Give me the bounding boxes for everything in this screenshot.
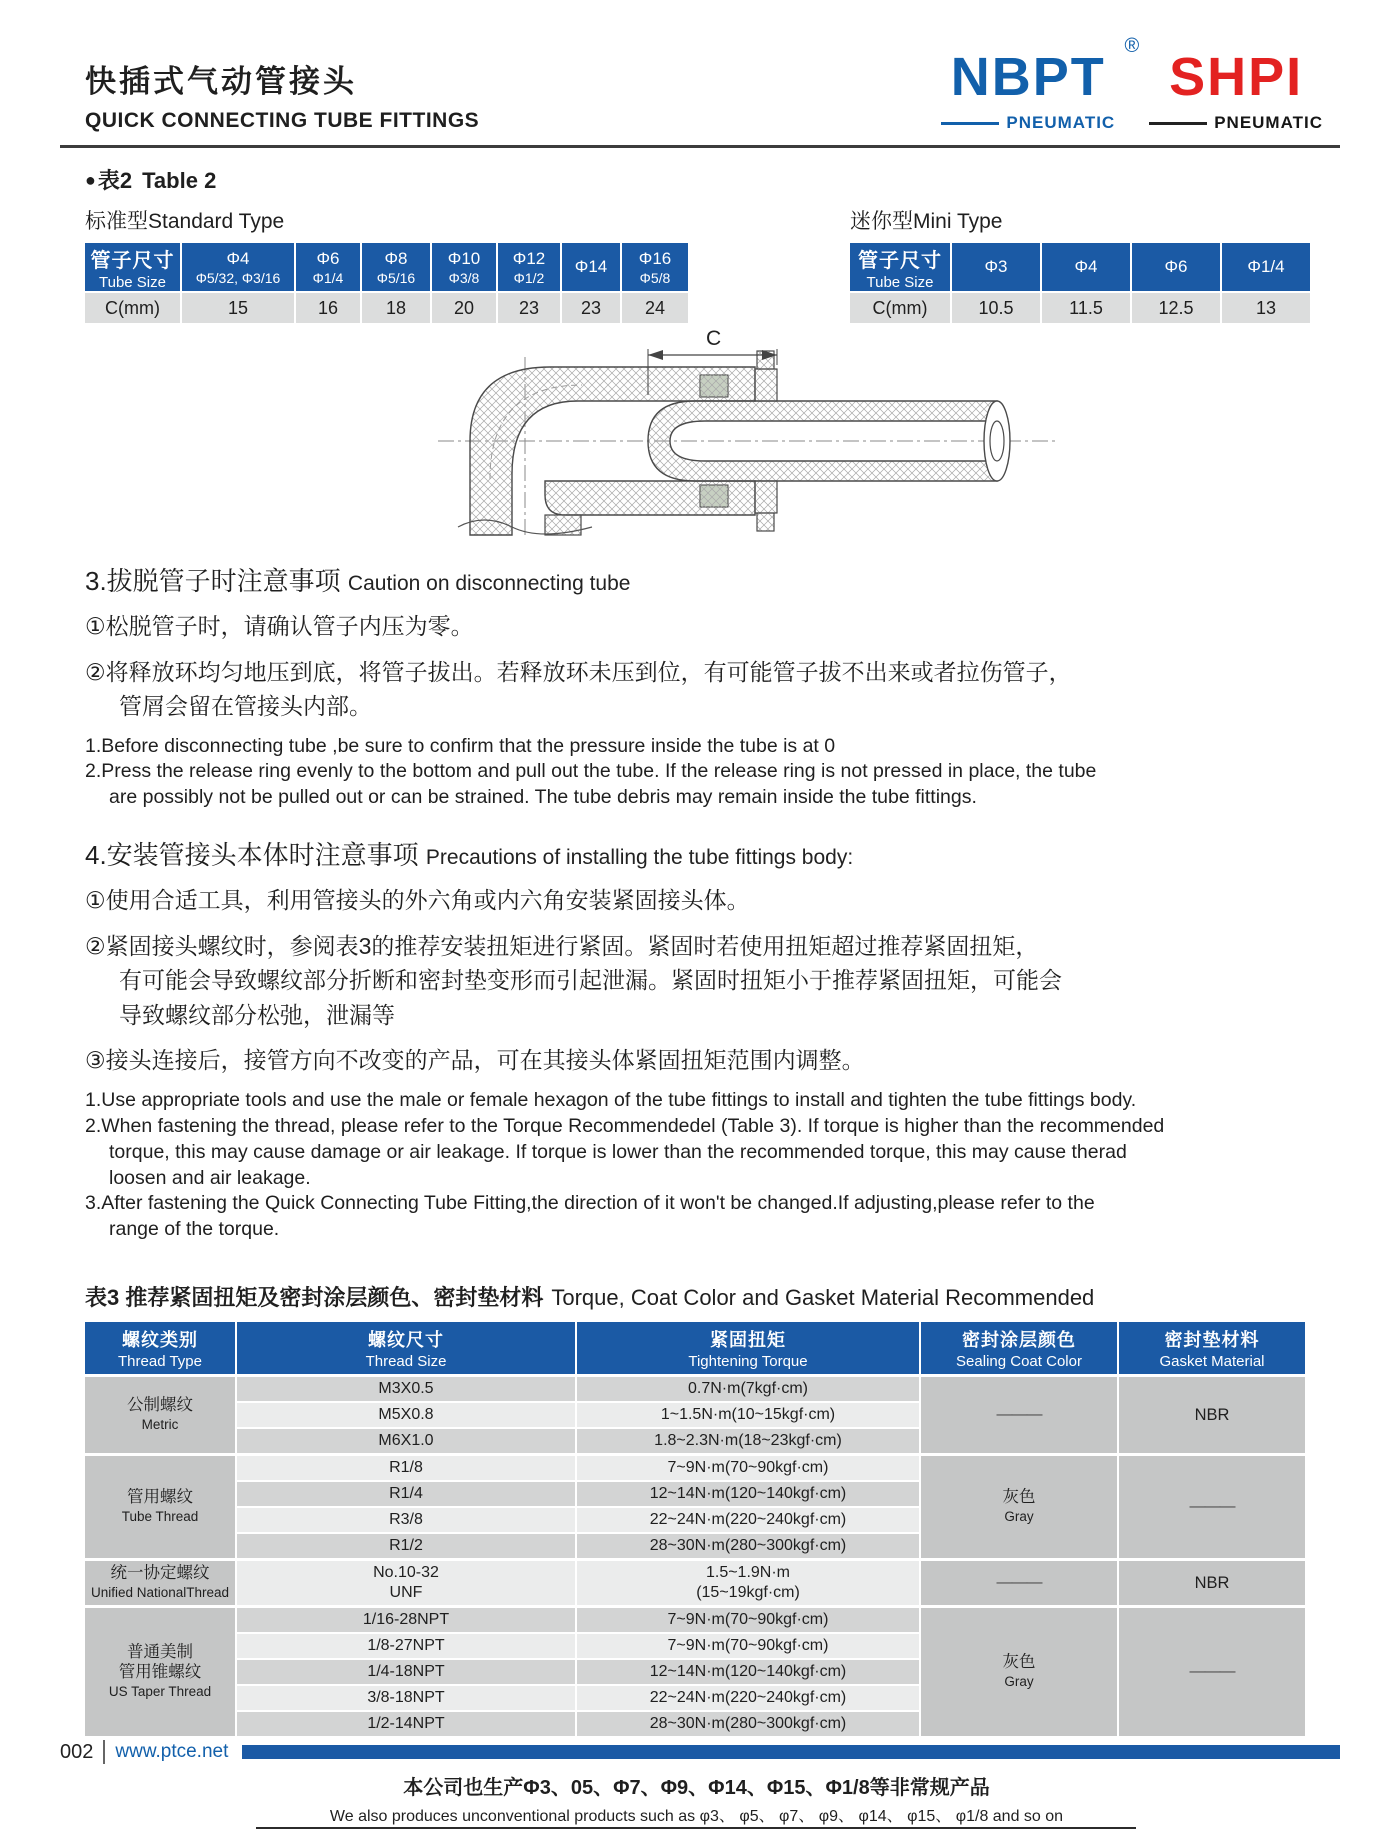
- registered-mark-icon: ®: [1124, 35, 1142, 57]
- t3-gasket-cell: [1119, 1561, 1305, 1605]
- coat-line: 灰色: [1002, 1653, 1036, 1672]
- t2-header-en: Tube Size: [866, 273, 934, 291]
- page-number: 002: [60, 1740, 94, 1763]
- t3-torque-cell: [577, 1508, 919, 1532]
- t2-row-label: C(mm): [85, 293, 180, 323]
- t2-value-cell: 10.5: [952, 293, 1040, 323]
- size-line: UNF: [389, 1584, 423, 1602]
- torque-line: 1~1.5N·m(10~15kgf·cm): [660, 1406, 836, 1424]
- t3-column-header: [85, 1322, 235, 1374]
- thread-type-line: Unified NationalThread: [90, 1585, 230, 1601]
- t3-torque-cell: [577, 1534, 919, 1558]
- list-item: [85, 929, 1333, 1033]
- table2-title-en: Table 2: [142, 168, 217, 193]
- thread-type-line: US Taper Thread: [108, 1684, 212, 1700]
- item-line: 导致螺纹部分松弛，泄漏等: [119, 1001, 395, 1028]
- t3-thread-type-cell: [85, 1377, 235, 1453]
- footer-notes: [0, 1771, 1393, 1826]
- size-line: M5X0.8: [378, 1406, 434, 1424]
- t3-thread-group: [85, 1377, 1305, 1453]
- section3-items-en: [85, 734, 1333, 812]
- list-item: [85, 734, 1333, 760]
- list-item: [85, 609, 1333, 644]
- brand-name: SHPI: [1169, 47, 1304, 107]
- t3-gasket-cell: [1119, 1377, 1305, 1453]
- t2-size-bottom: Φ3/8: [448, 269, 480, 286]
- item-line: are possibly not be pulled out or can be strained. The tube debris may remain inside the tube fittings.: [109, 786, 977, 809]
- size-line: R3/8: [389, 1511, 423, 1529]
- nbpt-tagline: [941, 113, 1115, 133]
- t2-size-top: Φ6: [1164, 257, 1188, 276]
- t3-thread-size-cell: [237, 1608, 575, 1632]
- mini-type-caption: 迷你型Mini Type: [850, 210, 1003, 233]
- torque-line: 12~14N·m(120~140kgf·cm): [649, 1485, 847, 1503]
- t3-gasket-cell: [1119, 1456, 1305, 1558]
- t2-size-header-cell: [1222, 243, 1310, 291]
- thread-type-line: 管用螺纹: [127, 1488, 193, 1507]
- t2-value-cell: 18: [362, 293, 430, 323]
- t2-size-top: Φ4: [226, 248, 250, 268]
- tagline-text: PNEUMATIC: [1214, 113, 1323, 132]
- t3-torque-cell: [577, 1712, 919, 1736]
- t2-value-cell: 15: [182, 293, 294, 323]
- fitting-cross-section-diagram: [400, 329, 1080, 537]
- footer-accent-bar: [242, 1745, 1340, 1759]
- t3-torque-cell: [577, 1482, 919, 1506]
- page-header: [0, 0, 1393, 145]
- gasket-line: ———: [1189, 1663, 1235, 1681]
- website-url: www.ptce.net: [115, 1741, 229, 1762]
- coat-line: ———: [996, 1406, 1042, 1424]
- t3-thread-size-cell: [237, 1660, 575, 1684]
- t2-size-header-cell: [296, 243, 360, 291]
- t3-thread-type-cell: [85, 1608, 235, 1736]
- t2-value-cell: 24: [622, 293, 688, 323]
- t3-torque-cell: [577, 1377, 919, 1401]
- item-line: 2.When fastening the thread, please refer to the Torque Recommendedel (Table 3). If torque is higher than the recommended: [85, 1114, 1165, 1137]
- gasket-line: NBR: [1194, 1574, 1230, 1593]
- t3-thread-group: [85, 1561, 1305, 1605]
- t3-thread-size-cell: [237, 1403, 575, 1427]
- t3-thread-size-cell: [237, 1561, 575, 1605]
- body-arm-wall: [545, 515, 581, 535]
- t2-size-header-cell: [182, 243, 294, 291]
- size-line: 1/16-28NPT: [362, 1611, 450, 1629]
- t3-column-header-zh: 密封涂层颜色: [962, 1330, 1076, 1351]
- t2-value-cell: 20: [432, 293, 496, 323]
- bullet-icon: ●: [85, 170, 96, 190]
- table2-captions: [85, 205, 1333, 235]
- header-divider: [60, 145, 1340, 148]
- item-line: 3.After fastening the Quick Connecting Tube Fitting,the direction of it won't be changed.If adjusting,please refer to the: [85, 1192, 1095, 1215]
- page-title-en: QUICK CONNECTING TUBE FITTINGS: [85, 109, 480, 132]
- item-line: 有可能会导致螺纹部分折断和密封垫变形而引起泄漏。紧固时扭矩小于推荐紧固扭矩，可能会: [119, 967, 1062, 994]
- list-item: [85, 1114, 1333, 1192]
- t3-thread-size-cell: [237, 1686, 575, 1710]
- table3-title: [85, 1281, 1333, 1312]
- section3-heading-en: Caution on disconnecting tube: [347, 572, 631, 595]
- torque-line: 1.5~1.9N·m: [705, 1564, 791, 1582]
- t3-thread-type-cell: [85, 1456, 235, 1558]
- tube-bore: [990, 421, 1004, 461]
- section4-heading-en: Precautions of installing the tube fittings body:: [425, 846, 854, 870]
- list-item: [85, 883, 1333, 918]
- t3-column-header-zh: 紧固扭矩: [710, 1330, 786, 1351]
- torque-line: 7~9N·m(70~90kgf·cm): [667, 1637, 829, 1655]
- t2-size-header-cell: [562, 243, 620, 291]
- page-footer: [60, 1740, 1340, 1764]
- t2-size-header-cell: [1132, 243, 1220, 291]
- dim-arrow-left: [648, 350, 663, 360]
- t3-coat-color-cell: [921, 1377, 1117, 1453]
- torque-line: 1.8~2.3N·m(18~23kgf·cm): [654, 1432, 842, 1450]
- tagline-dash: [941, 122, 999, 125]
- t3-column-header-en: Thread Type: [118, 1353, 202, 1371]
- t3-thread-size-cell: [237, 1377, 575, 1401]
- item-line: ①松脱管子时，请确认管子内压为零。: [85, 613, 474, 639]
- table2-tables: [85, 243, 1333, 323]
- t3-thread-size-cell: [237, 1712, 575, 1736]
- torque-line: 28~30N·m(280~300kgf·cm): [649, 1715, 847, 1733]
- item-line: ③接头连接后，接管方向不改变的产品，可在其接头体紧固扭矩范围内调整。: [85, 1047, 865, 1074]
- t2-value-cell: 23: [498, 293, 560, 323]
- t3-torque-cell: [577, 1608, 919, 1632]
- torque-line: 7~9N·m(70~90kgf·cm): [667, 1459, 829, 1477]
- torque-line: 22~24N·m(220~240kgf·cm): [649, 1689, 847, 1707]
- thread-type-line: Metric: [141, 1417, 179, 1433]
- size-line: M3X0.5: [378, 1380, 434, 1398]
- thread-type-line: 统一协定螺纹: [110, 1564, 210, 1583]
- t2-header-zh: 管子尺寸: [858, 249, 942, 272]
- brand-name: NBPT: [950, 47, 1106, 107]
- t3-thread-size-cell: [237, 1534, 575, 1558]
- t3-torque-cell: [577, 1686, 919, 1710]
- table3-title-en: Torque, Coat Color and Gasket Material Recommended: [551, 1285, 1095, 1311]
- torque-table-body: [85, 1377, 1305, 1736]
- torque-line: 7~9N·m(70~90kgf·cm): [667, 1611, 829, 1629]
- coat-line: Gray: [1004, 1509, 1034, 1525]
- t3-gasket-cell: [1119, 1608, 1305, 1736]
- mini-type-table: [850, 243, 1310, 323]
- item-line: ②将释放环均匀地压到底，将管子拔出。若释放环未压到位，有可能管子拔不出来或者拉伤管子，: [85, 658, 1072, 685]
- item-line: torque, this may cause damage or air leakage. If torque is lower than the recommended torque, this may cause therad: [109, 1140, 1127, 1163]
- list-item: [85, 759, 1333, 811]
- size-line: 1/2-14NPT: [367, 1715, 445, 1733]
- section3-items-zh: [85, 609, 1333, 724]
- size-line: R1/4: [389, 1485, 423, 1503]
- coat-line: Gray: [1004, 1674, 1034, 1690]
- t2-size-top: Φ16: [638, 248, 672, 268]
- list-item: [85, 1043, 1333, 1078]
- t3-column-header-en: Sealing Coat Color: [956, 1353, 1082, 1371]
- t2-size-bottom: Φ5/8: [639, 269, 671, 286]
- page-title-zh: 快插式气动管接头: [85, 64, 357, 99]
- nbpt-logo: [941, 35, 1142, 133]
- t2-size-header-cell: [1042, 243, 1130, 291]
- t3-thread-size-cell: [237, 1429, 575, 1453]
- thread-type-line: Tube Thread: [121, 1509, 199, 1525]
- thread-type-line: 普通美制: [127, 1643, 193, 1662]
- seal-lower-hatch: [700, 485, 728, 507]
- t2-size-bottom: Φ1/4: [312, 269, 344, 286]
- t2-row-label: C(mm): [850, 293, 950, 323]
- torque-line: 28~30N·m(280~300kgf·cm): [649, 1537, 847, 1555]
- coat-line: 灰色: [1002, 1488, 1036, 1507]
- table3-title-zh: 表3 推荐紧固扭矩及密封涂层颜色、密封垫材料: [85, 1285, 544, 1311]
- release-ring-upper: [755, 369, 777, 401]
- seal-upper-hatch: [700, 375, 728, 397]
- item-line: loosen and air leakage.: [109, 1166, 311, 1189]
- footer-divider: [103, 1740, 105, 1764]
- t3-torque-cell: [577, 1456, 919, 1480]
- item-line: 1.Use appropriate tools and use the male or female hexagon of the tube fittings to install and tighten the tube fittings body.: [85, 1088, 1137, 1111]
- t3-torque-cell: [577, 1429, 919, 1453]
- section4-heading-zh: 4.安装管接头本体时注意事项: [85, 840, 419, 871]
- item-line: 1.Before disconnecting tube ,be sure to confirm that the pressure inside the tube is at 0: [85, 734, 836, 757]
- footer-note-en: We also produces unconventional products such as φ3、 φ5、 φ7、 φ9、 φ14、 φ15、 φ1/8 and so on: [329, 1808, 1064, 1825]
- t2-size-header-cell: [622, 243, 688, 291]
- item-line: 管屑会留在管接头内部。: [119, 693, 372, 719]
- t3-column-header-zh: 螺纹类别: [122, 1330, 198, 1351]
- t3-column-header-en: Tightening Torque: [688, 1353, 808, 1371]
- t3-column-header-zh: 螺纹尺寸: [368, 1330, 444, 1351]
- coat-line: ———: [996, 1574, 1042, 1592]
- t3-thread-size-cell: [237, 1634, 575, 1658]
- t3-column-header: [1119, 1322, 1305, 1374]
- item-line: ①使用合适工具，利用管接头的外六角或内六角安装紧固接头体。: [85, 887, 750, 914]
- t3-thread-type-cell: [85, 1561, 235, 1605]
- t3-torque-cell: [577, 1561, 919, 1605]
- size-line: M6X1.0: [378, 1432, 434, 1450]
- t3-torque-cell: [577, 1660, 919, 1684]
- bottom-rule: [256, 1827, 1136, 1829]
- section4-items-zh: [85, 883, 1333, 1078]
- t2-header-cell: [850, 243, 950, 291]
- t3-coat-color-cell: [921, 1608, 1117, 1736]
- item-line: range of the torque.: [109, 1218, 280, 1241]
- t2-size-bottom: Φ5/32, Φ3/16: [195, 269, 281, 286]
- size-line: 1/4-18NPT: [367, 1663, 445, 1681]
- list-item: [85, 655, 1333, 724]
- release-ring-tab-bottom: [757, 513, 774, 531]
- header-titles: [85, 56, 479, 133]
- t2-header-en: Tube Size: [99, 273, 166, 291]
- brand-logos: [941, 35, 1323, 133]
- size-line: R1/2: [389, 1537, 423, 1555]
- t3-thread-size-cell: [237, 1482, 575, 1506]
- item-line: ②紧固接头螺纹时，参阅表3的推荐安装扭矩进行紧固。紧固时若使用扭矩超过推荐紧固扭矩，: [85, 932, 1039, 959]
- torque-line: 22~24N·m(220~240kgf·cm): [649, 1511, 847, 1529]
- table2-title: [85, 164, 1333, 195]
- t3-column-header: [237, 1322, 575, 1374]
- section3-heading: [85, 561, 1333, 598]
- t3-column-header: [921, 1322, 1117, 1374]
- t2-size-top: Φ14: [574, 257, 608, 276]
- t2-size-bottom: Φ5/16: [376, 269, 416, 286]
- size-line: R1/8: [389, 1459, 423, 1477]
- shpi-logo-text: [1149, 47, 1323, 107]
- torque-line: (15~19kgf·cm): [696, 1584, 800, 1602]
- torque-line: 0.7N·m(7kgf·cm): [687, 1380, 808, 1398]
- t3-thread-size-cell: [237, 1508, 575, 1532]
- t2-size-top: Φ6: [316, 248, 340, 268]
- t2-size-top: Φ3: [984, 257, 1008, 276]
- t3-thread-group: [85, 1608, 1305, 1736]
- t2-size-bottom: Φ1/2: [513, 269, 545, 286]
- t2-size-header-cell: [952, 243, 1040, 291]
- torque-table-header: [85, 1322, 1305, 1374]
- section4-items-en: [85, 1088, 1333, 1244]
- standard-type-caption: 标准型Standard Type: [85, 210, 285, 233]
- size-line: 1/8-27NPT: [367, 1637, 445, 1655]
- thread-type-line: 管用锥螺纹: [118, 1663, 202, 1682]
- t2-size-header-cell: [498, 243, 560, 291]
- table2-title-zh: 表2: [97, 168, 133, 193]
- t2-size-header-cell: [362, 243, 430, 291]
- t2-value-cell: 12.5: [1132, 293, 1220, 323]
- t2-size-top: Φ8: [384, 248, 408, 268]
- gasket-line: NBR: [1194, 1406, 1230, 1425]
- t3-coat-color-cell: [921, 1561, 1117, 1605]
- t3-column-header-en: Gasket Material: [1159, 1353, 1265, 1371]
- tagline-dash: [1149, 122, 1207, 125]
- t2-size-top: Φ10: [447, 248, 481, 268]
- t2-value-cell: 13: [1222, 293, 1310, 323]
- shpi-tagline: [1149, 113, 1323, 133]
- t3-torque-cell: [577, 1403, 919, 1427]
- t3-coat-color-cell: [921, 1456, 1117, 1558]
- release-ring-lower: [755, 481, 777, 513]
- t2-value-cell: 16: [296, 293, 360, 323]
- tagline-text: PNEUMATIC: [1006, 113, 1116, 132]
- t3-thread-group: [85, 1456, 1305, 1558]
- list-item: [85, 1191, 1333, 1243]
- t2-header-cell: [85, 243, 180, 291]
- dim-label: C: [706, 329, 722, 350]
- torque-table: [85, 1322, 1305, 1736]
- nbpt-logo-text: [941, 35, 1142, 107]
- torque-line: 12~14N·m(120~140kgf·cm): [649, 1663, 847, 1681]
- section4-heading: [85, 835, 1333, 872]
- t2-size-top: Φ12: [512, 248, 546, 268]
- t3-column-header-en: Thread Size: [365, 1353, 447, 1371]
- thread-type-line: 公制螺纹: [127, 1396, 193, 1415]
- standard-type-table: [85, 243, 688, 323]
- t3-thread-size-cell: [237, 1456, 575, 1480]
- t2-size-header-cell: [432, 243, 496, 291]
- t3-column-header: [577, 1322, 919, 1374]
- list-item: [85, 1088, 1333, 1114]
- t2-value-cell: 23: [562, 293, 620, 323]
- shpi-logo: [1149, 47, 1323, 133]
- size-line: 3/8-18NPT: [367, 1689, 445, 1707]
- item-line: 2.Press the release ring evenly to the bottom and pull out the tube. If the release ring is not pressed in place, the tube: [85, 760, 1097, 783]
- gasket-line: ———: [1189, 1498, 1235, 1516]
- size-line: No.10-32: [373, 1564, 439, 1582]
- t2-size-top: Φ1/4: [1247, 257, 1285, 276]
- t3-torque-cell: [577, 1634, 919, 1658]
- t2-value-cell: 11.5: [1042, 293, 1130, 323]
- t2-size-top: Φ4: [1074, 257, 1098, 276]
- section3-heading-zh: 3.拔脱管子时注意事项: [85, 566, 341, 596]
- t3-column-header-zh: 密封垫材料: [1164, 1330, 1260, 1351]
- t2-header-zh: 管子尺寸: [90, 249, 175, 272]
- footer-note-zh: 本公司也生产Φ3、05、Φ7、Φ9、Φ14、Φ15、Φ1/8等非常规产品: [403, 1777, 990, 1799]
